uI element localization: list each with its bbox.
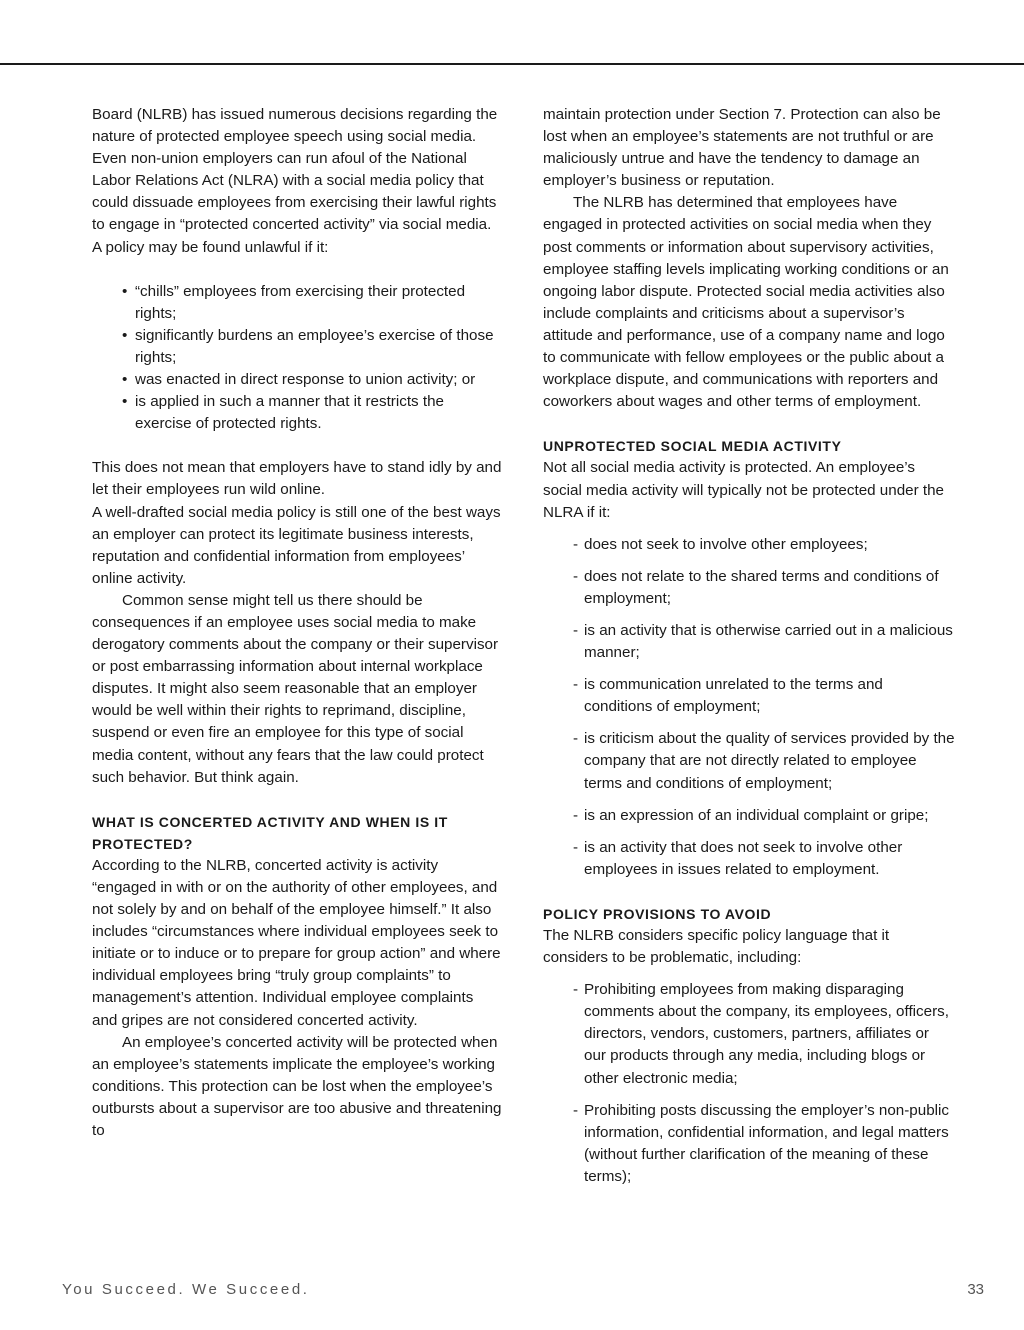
protection-paragraph: An employee’s concerted activity will be protected when an employee’s statements implicate the employee’s working conditions. This protection can be lost when the employee’s outbursts about a supervisor are too abusive and threatening to bbox=[92, 1033, 502, 1140]
list-item: - is an expression of an individual complaint or gripe; bbox=[573, 805, 955, 827]
header-rule bbox=[0, 63, 1024, 65]
provisions-paragraph: The NLRB considers specific policy language that it considers to be problematic, including: bbox=[543, 927, 890, 967]
definition-paragraph: According to the NLRB, concerted activity is activity “engaged in with or on the authority of other employees, and not solely by and on behalf of the employee himself.” It also includes “circumstances where individual employees seek to initiate or to induce or to prepare for group action” and where individual employees bring “truly group complaints” to management’s attention. Individual employee complaints and gripes are not considered concerted activity. bbox=[92, 856, 501, 1029]
unlawful-criteria-list bbox=[92, 281, 502, 436]
list-item: • is applied in such a manner that it restricts the exercise of protected rights. bbox=[122, 391, 502, 435]
standby-paragraph: This does not mean that employers have to stand idly by and let their employees run wild online. bbox=[92, 459, 502, 499]
list-item: - does not relate to the shared terms and conditions of employment; bbox=[573, 566, 955, 610]
determined-paragraph: The NLRB has determined that employees have engaged in protected activities on social media when they post comments or information about supervisory activities, employee staffing levels implicating working conditions or an ongoing labor dispute. Protected social media activities also include complaints and criticisms about a supervisor’s attitude and performance, use of a company name and logo to communicate with fellow employees or the public about a workplace dispute, and communications with reporters and coworkers about wages and other terms of employment. bbox=[543, 194, 949, 411]
right-column bbox=[543, 104, 955, 1188]
list-item: - Prohibiting posts discussing the employer’s non-public information, confidential information, and legal matters (without further clarification of the meaning of these terms); bbox=[573, 1100, 955, 1188]
policy-provisions-list bbox=[543, 979, 955, 1188]
common-sense-paragraph: Common sense might tell us there should be consequences if an employee uses social media to make derogatory comments about the company or their supervisor or post embarrassing information about internal workplace disputes. It might also seem reasonable that an employer would be well within their rights to reprimand, discipline, suspend or even fire an employee for this type of social media content, without any fears that the law could protect such behavior. But think again. bbox=[92, 591, 499, 786]
continued-paragraph: maintain protection under Section 7. Protection can also be lost when an employee’s statements are not truthful or are maliciously untrue and have the tendency to damage an employer’s business or reputation. bbox=[543, 106, 941, 190]
list-item: • “chills” employees from exercising their protected rights; bbox=[122, 281, 502, 325]
list-item: • significantly burdens an employee’s exercise of those rights; bbox=[122, 325, 502, 369]
unprotected-activity-list bbox=[543, 534, 955, 881]
left-column bbox=[92, 104, 502, 1142]
policy-paragraph: A well-drafted social media policy is still one of the best ways an employer can protect its legitimate business interests, reputation and confidential information from employees’ online activity. bbox=[92, 503, 501, 587]
list-item: - Prohibiting employees from making disparaging comments about the company, its employees, officers, directors, vendors, customers, partners, affiliates or our products through any media, including blogs or other electronic media; bbox=[573, 979, 955, 1089]
list-item: - does not seek to involve other employees; bbox=[573, 534, 955, 556]
list-item: - is an activity that does not seek to involve other employees in issues related to employment. bbox=[573, 837, 955, 881]
unprotected-paragraph: Not all social media activity is protected. An employee’s social media activity will typically not be protected under the NLRA if it: bbox=[543, 459, 944, 521]
page-number: 33 bbox=[967, 1281, 984, 1298]
footer-tagline: You Succeed. We Succeed. bbox=[62, 1281, 310, 1298]
intro-paragraph: Board (NLRB) has issued numerous decisions regarding the nature of protected employee speech using social media. Even non-union employers can run afoul of the National Labor Relations Act (NLRA) with a social media policy that could dissuade employees from exercising their lawful rights to engage in “protected concerted activity” via social media. A policy may be found unlawful if it: bbox=[92, 106, 498, 256]
section-heading-unprotected: UNPROTECTED SOCIAL MEDIA ACTIVITY bbox=[543, 438, 842, 455]
list-item: - is criticism about the quality of services provided by the company that are not directly related to employee terms and conditions of employment; bbox=[573, 728, 955, 794]
section-heading-concerted-activity: WHAT IS CONCERTED ACTIVITY AND WHEN IS IT PROTECTED? bbox=[92, 813, 448, 852]
list-item: - is communication unrelated to the terms and conditions of employment; bbox=[573, 674, 955, 718]
list-item: • was enacted in direct response to union activity; or bbox=[122, 369, 502, 391]
list-item: - is an activity that is otherwise carried out in a malicious manner; bbox=[573, 620, 955, 664]
section-heading-policy-provisions: POLICY PROVISIONS TO AVOID bbox=[543, 905, 772, 922]
